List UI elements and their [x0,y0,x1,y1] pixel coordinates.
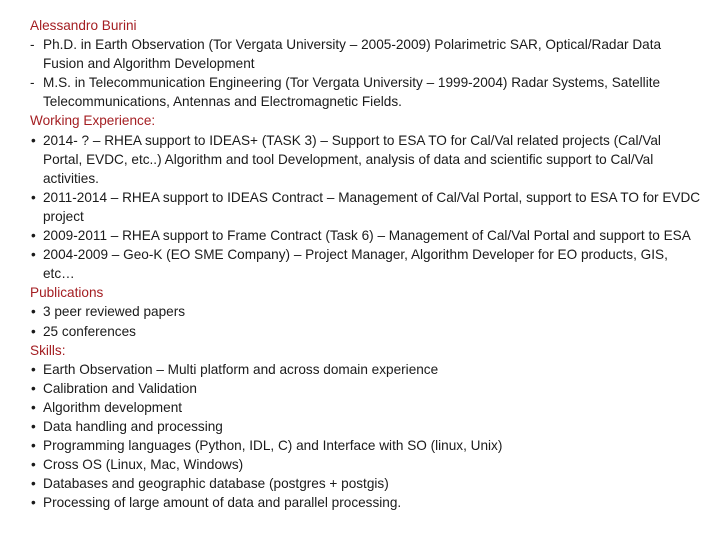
list-item-text: 2004-2009 – Geo-K (EO SME Company) – Project Manager, Algorithm Developer for EO products, GIS, etc… [43,247,668,282]
bullet-icon: • [31,247,36,263]
working-experience-list [30,131,702,284]
bullet-icon: • [31,189,36,205]
bullet-icon: • [31,457,36,473]
list-item [30,226,702,245]
bullet-icon: • [31,304,36,320]
publications-list [30,302,702,340]
list-item-text: Earth Observation – Multi platform and across domain experience [43,361,439,377]
bullet-icon: • [31,380,36,396]
bullet-icon: • [31,323,36,339]
list-item [30,245,702,283]
education-text: M.S. in Telecommunication Engineering (Tor Vergata University – 1999-2004) Radar Systems, Satellite Telecommunications, Antennas and Electromagnetic Fields. [43,75,661,110]
list-item-text: 3 peer reviewed papers [43,304,186,320]
bullet-icon: • [31,399,36,415]
list-item [30,360,702,379]
publications-heading: Publications [30,285,104,301]
bullet-icon: • [31,418,36,434]
dash-marker: - [30,75,35,91]
skills-list [30,360,702,513]
list-item-text: 2014- ? – RHEA support to IDEAS+ (TASK 3) – Support to ESA TO for Cal/Val related projects (Cal/Val Portal, EVDC, etc..) Algorithm and tool Development, analysis of data and scientific support to Cal/Val activities. [43,132,661,186]
list-item [30,131,702,188]
list-item [30,474,702,493]
list-item-text: 2009-2011 – RHEA support to Frame Contract (Task 6) – Management of Cal/Val Portal and support to ESA [43,228,691,244]
bullet-icon: • [31,228,36,244]
education-text: Ph.D. in Earth Observation (Tor Vergata University – 2005-2009) Polarimetric SAR, Optical/Radar Data Fusion and Algorithm Development [43,37,662,72]
list-item-text: Data handling and processing [43,418,223,434]
list-item-text: Processing of large amount of data and parallel processing. [43,495,402,511]
list-item [30,436,702,455]
bullet-icon: • [31,476,36,492]
bullet-icon: • [31,132,36,148]
dash-marker: - [30,37,35,53]
bullet-icon: • [31,438,36,454]
bullet-icon: • [31,361,36,377]
working-experience-heading: Working Experience: [30,113,156,129]
list-item [30,417,702,436]
bullet-icon: • [31,495,36,511]
list-item-text: 25 conferences [43,323,136,339]
list-item-text: Calibration and Validation [43,380,197,396]
list-item [30,398,702,417]
list-item [30,379,702,398]
list-item-text: Databases and geographic database (postgres + postgis) [43,476,389,492]
list-item-text: Algorithm development [43,399,183,415]
list-item [30,322,702,341]
list-item-text: Programming languages (Python, IDL, C) and Interface with SO (linux, Unix) [43,438,503,454]
list-item [30,188,702,226]
list-item-text: 2011-2014 – RHEA support to IDEAS Contract – Management of Cal/Val Portal, support to ESA TO for EVDC project [43,189,701,224]
list-item [30,302,702,321]
cv-page [30,16,702,512]
education-item-phd [30,35,702,73]
list-item [30,493,702,512]
cv-name: Alessandro Burini [30,18,137,33]
education-item-ms [30,73,702,111]
list-item [30,455,702,474]
list-item-text: Cross OS (Linux, Mac, Windows) [43,457,244,473]
skills-heading: Skills: [30,342,66,358]
